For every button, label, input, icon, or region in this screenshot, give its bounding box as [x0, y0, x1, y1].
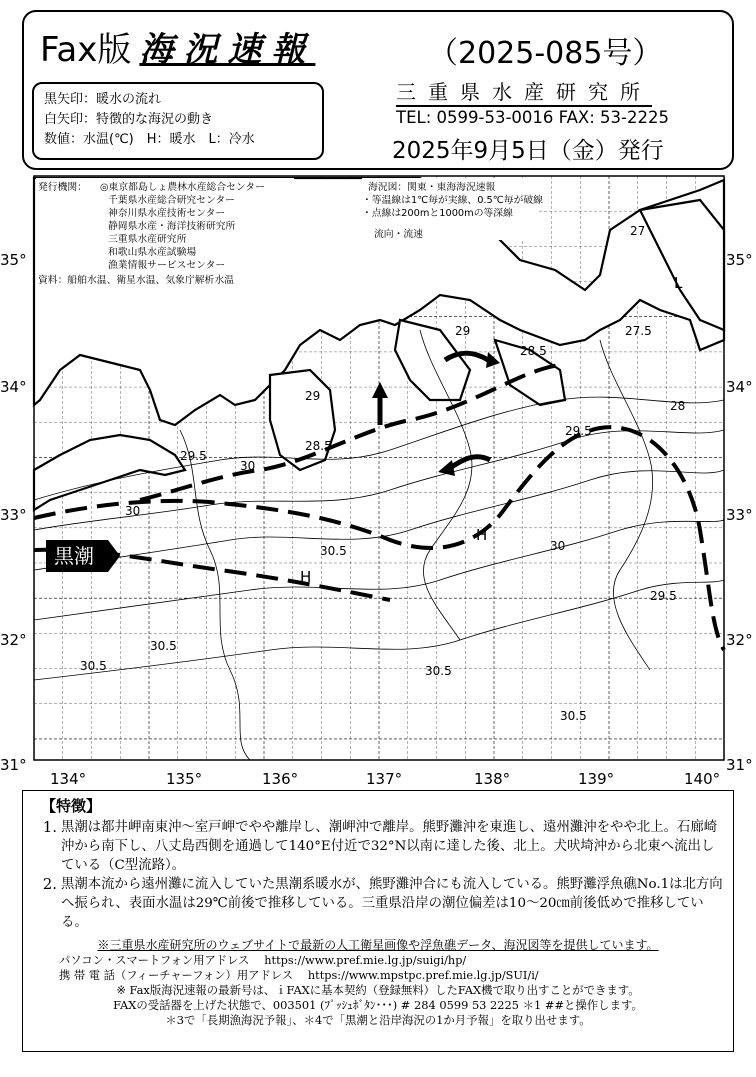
isotherm-label: 30.5 — [150, 639, 177, 653]
chart-name: 海況図：関東・東海海況速報 — [368, 182, 496, 193]
mobile-address-label: 携 帯 電 話（フィーチャーフォン）用アドレス — [59, 969, 294, 982]
lat-label: 35° — [0, 251, 27, 269]
fax-label: Fax版 — [40, 30, 132, 70]
kuroshio-text: 黒潮 — [54, 544, 94, 568]
legend-box — [32, 82, 324, 160]
bulletin-title: 海況速報 — [139, 30, 316, 70]
features-title: 【特徴】 — [41, 797, 102, 815]
map-svg — [0, 170, 756, 790]
cold-water-marker: L — [674, 274, 683, 292]
isotherm-label: 29 — [305, 389, 321, 403]
page-title — [40, 22, 323, 71]
contact-numbers: TEL: 0599-53-0016 FAX: 53-2225 — [396, 108, 669, 127]
publisher-item: 和歌山県水産試験場 — [108, 247, 197, 258]
warm-water-marker-2: H — [300, 568, 312, 586]
feature-item — [33, 875, 723, 932]
lon-label: 140° — [684, 770, 721, 788]
isotherm-label: 29.5 — [180, 449, 207, 463]
publisher-item: ◎東京都島しょ農林水産総合センター — [100, 182, 265, 193]
isotherm-label: 28.5 — [520, 344, 547, 358]
lat-label-right: 31° — [726, 756, 753, 774]
lat-label: 31° — [0, 756, 27, 774]
fax-note: ※ Fax版海況速報の最新号は、ｉFAXに基本契約（登録無料）したFAX機で取り出すことができます。 — [116, 983, 640, 997]
mobile-address-link[interactable]: https://www.mpstpc.pref.mie.lg.jp/SUI/i/ — [307, 969, 539, 982]
lat-label: 33° — [0, 506, 27, 524]
publisher-item: 漁業情報サービスセンター — [108, 260, 226, 271]
isotherm-label: 30.5 — [80, 659, 107, 673]
issue-date: 2025年9月5日（金）発行 — [392, 138, 664, 164]
pc-address-link[interactable]: https://www.pref.mie.lg.jp/suigi/hp/ — [264, 954, 467, 967]
fax-howto: FAXの受話器を上げた状態で、003501 (ﾌﾟｯｼｭﾎﾞﾀﾝ･･･) # 284 0599 53 2225 ＊1 ##と操作します。 — [113, 998, 643, 1012]
feature-text: 黒潮本流から遠州灘に流入していた黒潮系暖水が、熊野灘沖合にも流入している。熊野灘浮魚礁No.1は北方向へ振られ、表面水温は29℃前後で推移している。三重県沿岸の潮位偏差は10～20㎝前後低めで推移している。 — [61, 877, 723, 930]
feature-text: 黒潮は都井岬南東沖～室戸岬でやや離岸し、潮岬沖で離岸。熊野灘沖を東進し、遠州灘沖をやや北上。石廊崎沖から南下し、八丈島西側を通過して140°E付近で32°N以南に達した後、北上。犬吠埼沖から北東へ流出している（C型流路）。 — [61, 820, 718, 873]
feature-number: 2. — [42, 875, 57, 893]
depth-note: ・点線は200mと1000mの等深線 — [362, 208, 513, 219]
isotherm-label: 30.5 — [320, 544, 347, 558]
issue-number: （2025-085号） — [428, 36, 663, 71]
flow-label: 流向・流速 — [374, 229, 423, 240]
legend-values: 数値：水温(℃) H：暖水 L：冷水 — [44, 132, 255, 147]
isotherm-label: 29.5 — [565, 424, 592, 438]
features-section — [22, 790, 734, 1052]
isotherm-note: ・等温線は1℃毎が実線、0.5℃毎が破線 — [362, 195, 543, 206]
website-note: ※三重県水産研究所のウェブサイトで最新の人工衛星画像や浮魚礁データ、海況図等を提供しています。 — [97, 938, 659, 952]
isotherm-label: 28 — [670, 399, 686, 413]
publisher-item: 静岡県水産・海洋技術研究所 — [108, 221, 236, 232]
lon-label: 136° — [262, 770, 299, 788]
fax-options: ＊3で「長期漁海況予報」、＊4で「黒潮と沿岸海況の1か月予報」を取り出せます。 — [165, 1013, 591, 1027]
lon-label: 134° — [50, 770, 87, 788]
lat-label-right: 32° — [726, 631, 753, 649]
publisher-item: 神奈川県水産技術センター — [108, 208, 226, 219]
isotherm-label: 28.5 — [305, 439, 332, 453]
mobile-address-row — [33, 968, 723, 983]
organization-name: 三重県水産研究所 — [396, 76, 652, 107]
isotherm-label: 30 — [125, 504, 141, 518]
publisher-item: 三重県水産研究所 — [108, 234, 187, 245]
publisher-item: 千葉県水産総合研究センター — [108, 195, 235, 206]
isotherm-label: 29.5 — [650, 589, 677, 603]
warm-water-marker: H — [476, 526, 488, 544]
isotherm-label: 29 — [455, 324, 471, 338]
lon-label: 138° — [474, 770, 511, 788]
lat-label-right: 35° — [726, 251, 753, 269]
pc-address-row — [33, 953, 723, 968]
isotherm-label: 30 — [240, 459, 256, 473]
isotherm-label: 27.5 — [625, 324, 652, 338]
lon-label: 139° — [578, 770, 615, 788]
lat-label: 32° — [0, 631, 27, 649]
feature-item — [33, 818, 723, 875]
lat-label-right: 34° — [726, 378, 753, 396]
publisher-label: 発行機関： — [38, 182, 87, 193]
isotherm-label: 30 — [550, 539, 566, 553]
isotherm-label: 27 — [630, 224, 646, 238]
kii-peninsula — [270, 370, 335, 470]
lat-label-right: 33° — [726, 506, 753, 524]
longitude-labels — [50, 770, 720, 788]
legend-black-arrow: 黒矢印：暖水の流れ — [44, 92, 162, 107]
feature-number: 1. — [42, 818, 57, 836]
pc-address-label: パソコン・スマートフォン用アドレス — [59, 954, 250, 967]
sea-condition-map — [0, 170, 756, 790]
data-sources: 資料：船舶水温、衛星水温、気象庁解析水温 — [38, 275, 234, 286]
lon-label: 137° — [366, 770, 403, 788]
isotherm-label: 30.5 — [425, 664, 452, 678]
lat-label: 34° — [0, 378, 27, 396]
isotherm-label: 30.5 — [560, 709, 587, 723]
lon-label: 135° — [166, 770, 203, 788]
legend-white-arrow: 白矢印：特徴的な海況の動き — [44, 112, 214, 127]
kuroshio-label — [46, 540, 120, 572]
